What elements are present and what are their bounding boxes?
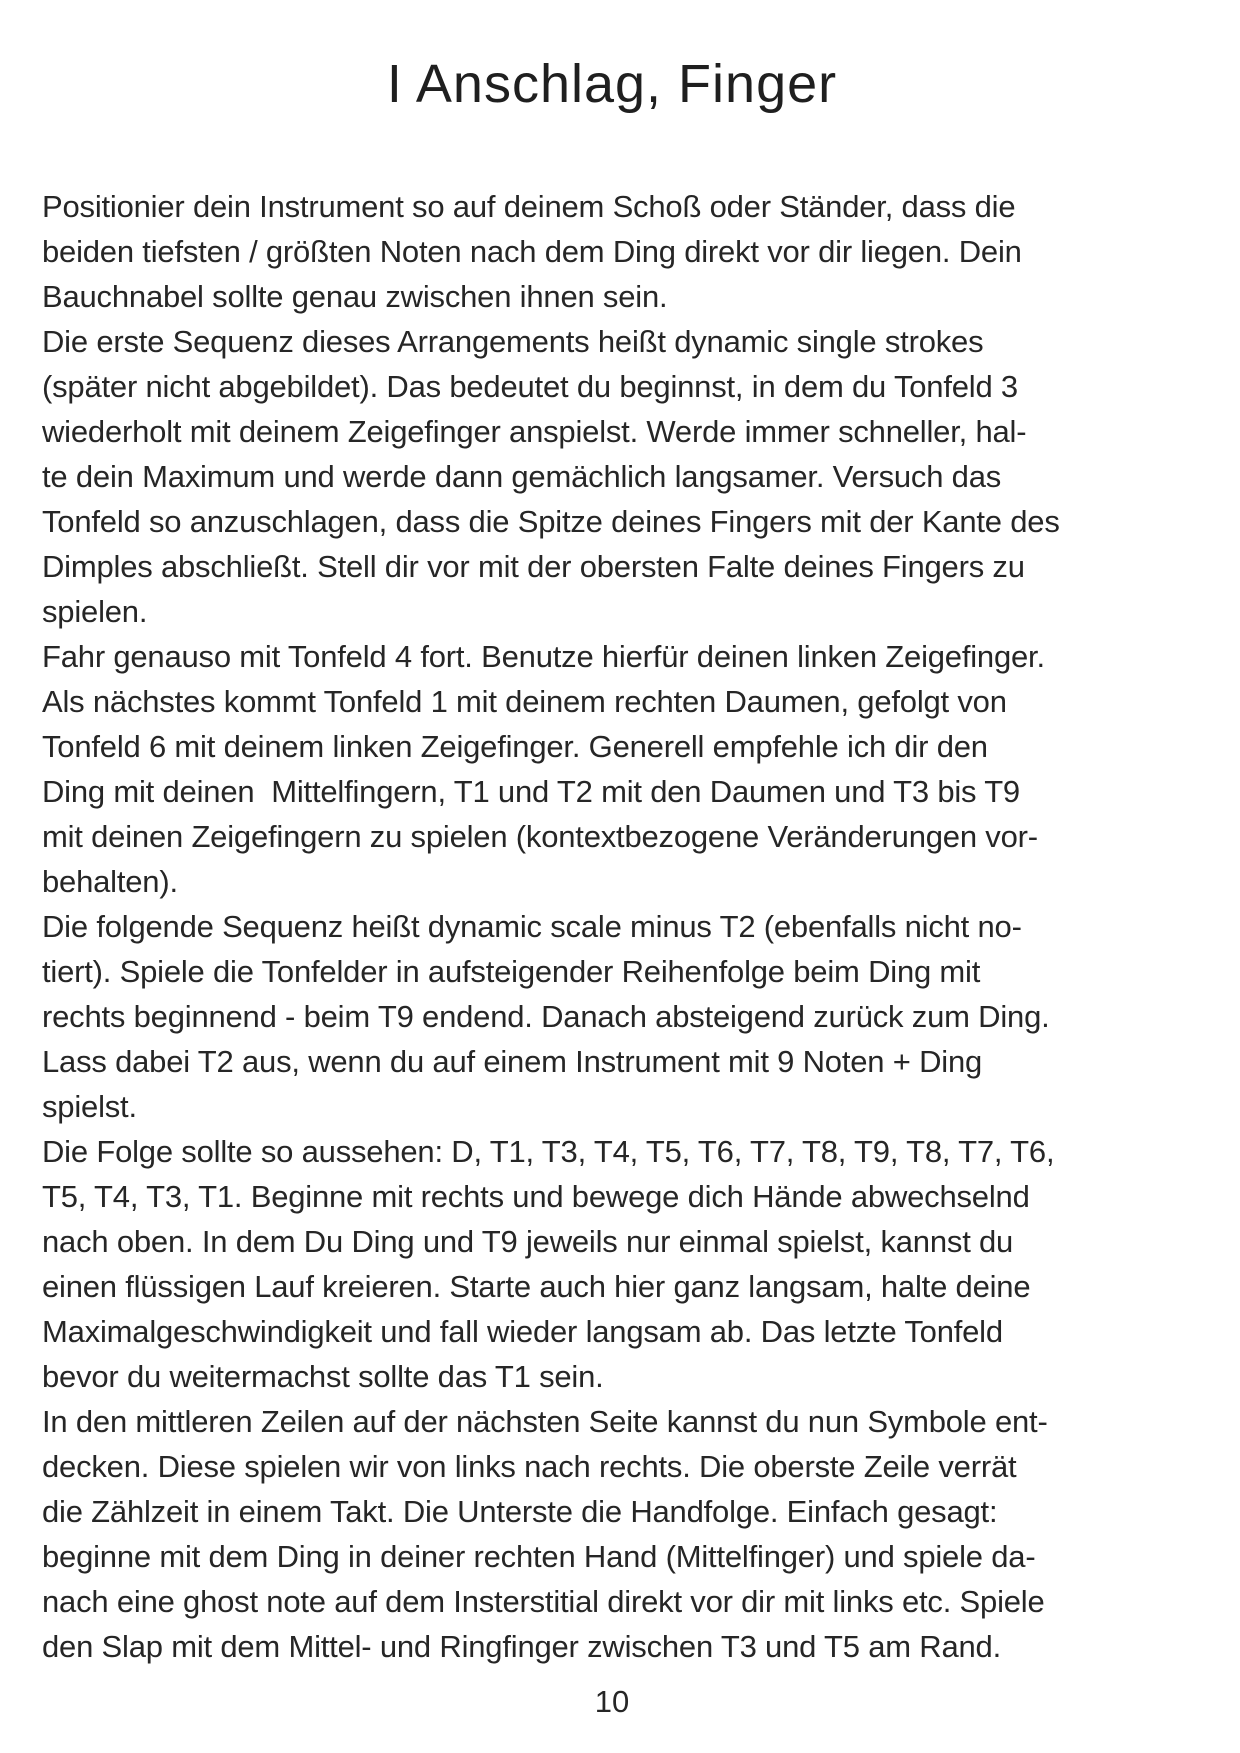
text-line: wiederholt mit deinem Zeigefinger anspielst. Werde immer schneller, hal-	[42, 414, 1027, 449]
text-line: Die Folge sollte so aussehen: D, T1, T3, T4, T5, T6, T7, T8, T9, T8, T7, T6,	[42, 1134, 1055, 1169]
text-line: te dein Maximum und werde dann gemächlich langsamer. Versuch das	[42, 459, 1002, 494]
text-line: Positionier dein Instrument so auf deinem Schoß oder Ständer, dass die	[42, 189, 1016, 224]
text-line: beginne mit dem Ding in deiner rechten Hand (Mittelfinger) und spiele da-	[42, 1539, 1036, 1574]
text-line: Fahr genauso mit Tonfeld 4 fort. Benutze hierfür deinen linken Zeigefinger.	[42, 639, 1045, 674]
text-line: spielen.	[42, 594, 148, 629]
text-line: nach eine ghost note auf dem Insterstitial direkt vor dir mit links etc. Spiele	[42, 1584, 1045, 1619]
text-line: tiert). Spiele die Tonfelder in aufsteigender Reihenfolge beim Ding mit	[42, 954, 981, 989]
text-line: behalten).	[42, 864, 178, 899]
text-line: (später nicht abgebildet). Das bedeutet du beginnst, in dem du Tonfeld 3	[42, 369, 1018, 404]
text-line: Tonfeld 6 mit deinem linken Zeigefinger. Generell empfehle ich dir den	[42, 729, 988, 764]
text-line: spielst.	[42, 1089, 137, 1124]
text-line: einen flüssigen Lauf kreieren. Starte auch hier ganz langsam, halte deine	[42, 1269, 1031, 1304]
text-line: Dimples abschließt. Stell dir vor mit der obersten Falte deines Fingers zu	[42, 549, 1025, 584]
text-line: rechts beginnend - beim T9 endend. Danach absteigend zurück zum Ding.	[42, 999, 1050, 1034]
body-text	[42, 184, 1182, 1669]
chapter-title: I Anschlag, Finger	[386, 54, 838, 114]
text-line: mit deinen Zeigefingern zu spielen (kontextbezogene Veränderungen vor-	[42, 819, 1038, 854]
text-line: beiden tiefsten / größten Noten nach dem Ding direkt vor dir liegen. Dein	[42, 234, 1022, 269]
text-line: Die erste Sequenz dieses Arrangements heißt dynamic single strokes	[42, 324, 984, 359]
text-line: Ding mit deinen Mittelfingern, T1 und T2 mit den Daumen und T3 bis T9	[42, 774, 1020, 809]
text-line: die Zählzeit in einem Takt. Die Unterste die Handfolge. Einfach gesagt:	[42, 1494, 998, 1529]
text-line: T5, T4, T3, T1. Beginne mit rechts und bewege dich Hände abwechselnd	[42, 1179, 1030, 1214]
text-line: decken. Diese spielen wir von links nach rechts. Die oberste Zeile verrät	[42, 1449, 1017, 1484]
text-line: nach oben. In dem Du Ding und T9 jeweils nur einmal spielst, kannst du	[42, 1224, 1014, 1259]
text-line: den Slap mit dem Mittel- und Ringfinger zwischen T3 und T5 am Rand.	[42, 1629, 1001, 1664]
page-number: 10	[594, 1684, 630, 1719]
text-line: Maximalgeschwindigkeit und fall wieder langsam ab. Das letzte Tonfeld	[42, 1314, 1003, 1349]
text-line: Tonfeld so anzuschlagen, dass die Spitze deines Fingers mit der Kante des	[42, 504, 1060, 539]
text-line: bevor du weitermachst sollte das T1 sein.	[42, 1359, 604, 1394]
text-line: Als nächstes kommt Tonfeld 1 mit deinem rechten Daumen, gefolgt von	[42, 684, 1007, 719]
text-line: In den mittleren Zeilen auf der nächsten Seite kannst du nun Symbole ent-	[42, 1404, 1048, 1439]
text-line: Die folgende Sequenz heißt dynamic scale minus T2 (ebenfalls nicht no-	[42, 909, 1022, 944]
text-line: Lass dabei T2 aus, wenn du auf einem Instrument mit 9 Noten + Ding	[42, 1044, 983, 1079]
text-line: Bauchnabel sollte genau zwischen ihnen sein.	[42, 279, 668, 314]
